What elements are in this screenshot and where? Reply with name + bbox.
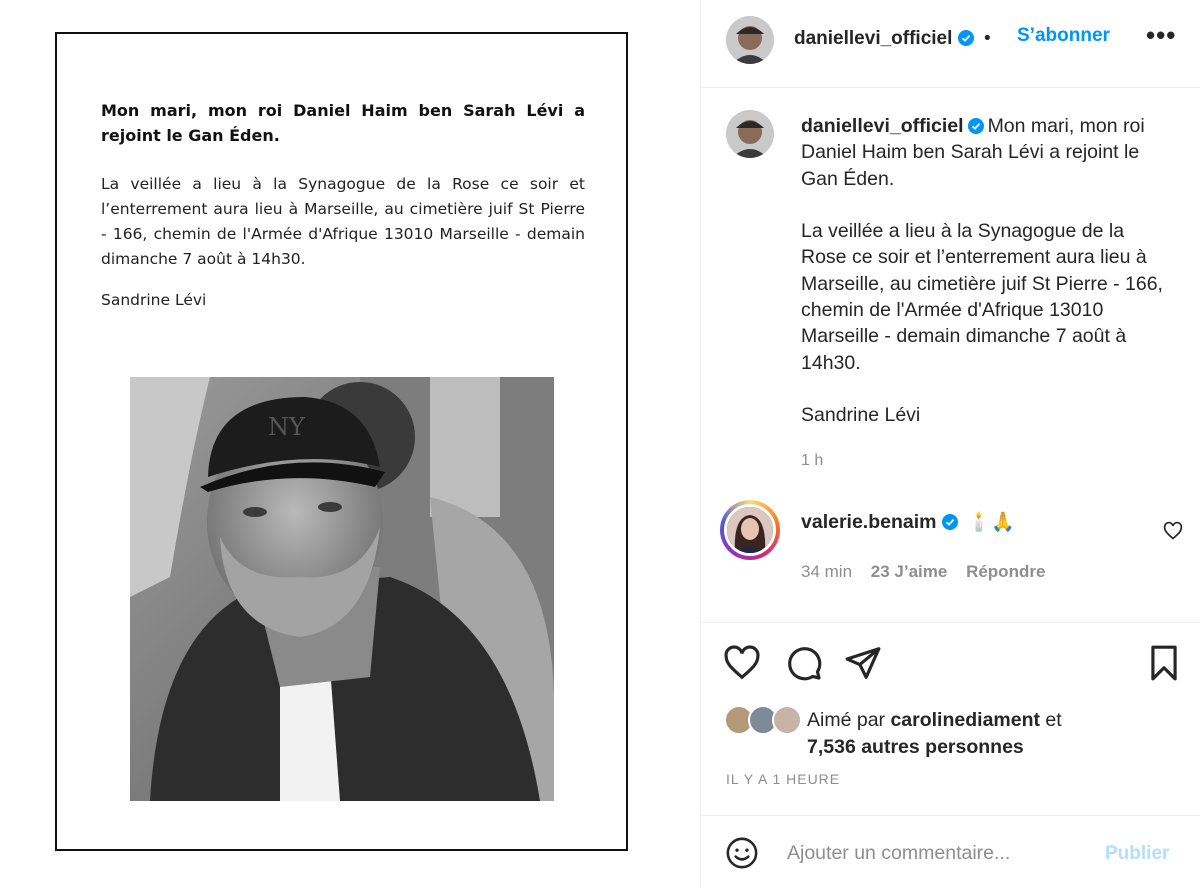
comment-like-heart-icon[interactable]: [1163, 521, 1183, 541]
likes-conj: et: [1045, 709, 1062, 731]
comment-likes[interactable]: 23 J’aime: [870, 562, 948, 581]
save-bookmark-icon[interactable]: [1145, 644, 1183, 682]
likes-count[interactable]: 7,536 autres personnes: [807, 736, 1024, 758]
commenter-username[interactable]: valerie.benaim: [801, 511, 937, 533]
announcement-document: [55, 32, 628, 851]
caption-timestamp[interactable]: 1 h: [801, 452, 824, 469]
caption-username[interactable]: daniellevi_officiel: [801, 115, 964, 137]
liker-avatar[interactable]: [772, 705, 802, 735]
follow-button[interactable]: S’abonner: [1017, 25, 1110, 46]
announcement-signature: Sandrine Lévi: [101, 291, 207, 309]
comment-input[interactable]: [787, 838, 1087, 868]
share-paper-plane-icon[interactable]: [844, 644, 882, 682]
post-header: [701, 0, 1200, 88]
likes-summary: [807, 707, 1062, 761]
liker-username[interactable]: carolinediament: [890, 709, 1040, 731]
commenter-avatar[interactable]: [724, 504, 776, 556]
post-sidebar: [700, 0, 1200, 888]
portrait-photo: [130, 377, 554, 801]
caption-author-avatar[interactable]: [726, 110, 774, 158]
more-options-icon[interactable]: •••: [1146, 20, 1177, 50]
like-heart-icon[interactable]: [723, 644, 761, 682]
publish-button[interactable]: Publier: [1105, 843, 1170, 864]
actions-divider: [701, 622, 1200, 623]
comment-bubble-icon[interactable]: [785, 644, 823, 682]
comment-emoji: 🕯️🙏: [967, 511, 1015, 533]
comment-meta: [801, 562, 1059, 582]
add-comment-bar: [701, 815, 1200, 888]
caption-text: [801, 113, 1171, 429]
caption-body: Mon mari, mon roi Daniel Haim ben Sarah Lévi a rejoint le Gan Éden. La veillée a lieu à la Synagogue de la Rose ce soir et l’enterrement aura lieu à Marseille, au cimetière juif St Pierre - 166, chemin de l'Armée d'Afrique 13010 Marseille - demain dimanche 7 août à 14h30. Sandrine Lévi: [801, 115, 1163, 427]
author-username[interactable]: daniellevi_officiel: [794, 28, 974, 50]
verified-badge-icon: [958, 30, 974, 46]
emoji-smiley-icon[interactable]: [725, 836, 759, 870]
svg-text:NY: NY: [268, 413, 305, 441]
announcement-body: La veillée a lieu à la Synagogue de la Rose ce soir et l’enterrement aura lieu à Marseille, au cimetière juif St Pierre - 166, chemin de l'Armée d'Afrique 13010 Marseille - demain dimanche 7 août à 14h30.: [101, 175, 585, 268]
verified-badge-icon: [968, 118, 984, 134]
post-date[interactable]: IL Y A 1 HEURE: [726, 771, 841, 787]
verified-badge-icon: [942, 514, 958, 530]
story-ring[interactable]: [720, 500, 780, 560]
separator-dot: •: [984, 28, 991, 49]
author-avatar[interactable]: [726, 16, 774, 64]
reply-button[interactable]: Répondre: [966, 562, 1046, 581]
likes-prefix: Aimé par: [807, 709, 886, 731]
comment-text: [801, 510, 1015, 534]
comment-timestamp[interactable]: 34 min: [801, 562, 853, 581]
announcement-title: Mon mari, mon roi Daniel Haim ben Sarah Lévi a rejoint le Gan Éden.: [101, 101, 585, 145]
